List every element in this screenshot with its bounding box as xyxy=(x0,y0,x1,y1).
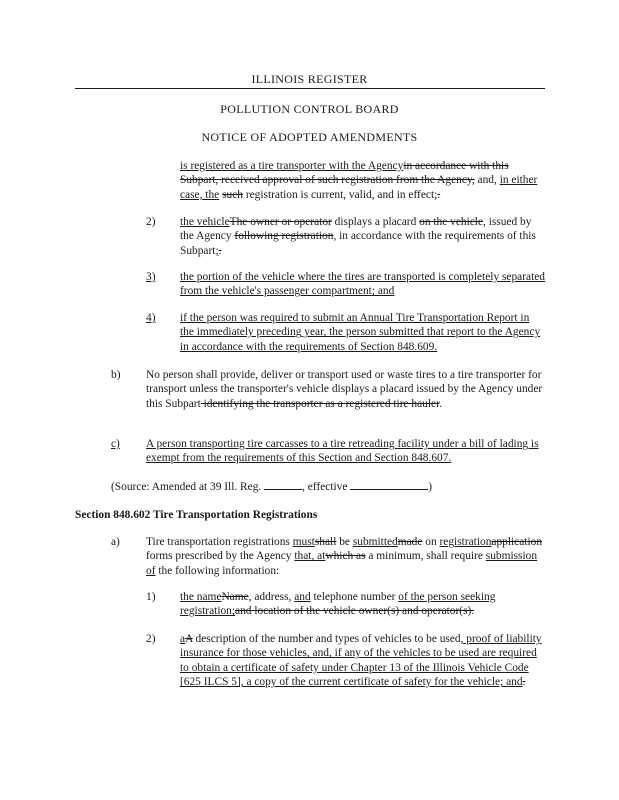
text-run: telephone number xyxy=(310,591,399,603)
text-run: displays a placard xyxy=(331,216,420,228)
deleted-text: following registration xyxy=(234,230,334,243)
text-run: be xyxy=(336,536,353,548)
section-a-paragraph xyxy=(146,535,545,578)
source-text: ) xyxy=(428,481,433,493)
notice-title: NOTICE OF ADOPTED AMENDMENTS xyxy=(201,130,418,144)
text-run: the following information: xyxy=(155,564,280,577)
continuation-paragraph xyxy=(180,159,545,202)
deleted-text: identifying the transporter as a registered tire hauler xyxy=(200,397,440,410)
item-label: a) xyxy=(111,536,120,548)
inserted-text: that, at xyxy=(294,550,326,563)
inserted-text: a xyxy=(180,633,186,645)
item-label: c) xyxy=(111,438,120,450)
text-run: . xyxy=(439,397,443,410)
item-label: b) xyxy=(111,369,121,381)
item-2-paragraph xyxy=(180,215,545,258)
deleted-text: such xyxy=(222,188,243,201)
inserted-text: registration xyxy=(439,536,492,548)
inserted-text: , proof of liability insurance for those vehicles, and, if any of the vehicles to be used are required to obtain a certificate of safety under Chapter 13 of the Illinois Vehicle Code [625 ILCS 5], a copy of the current certificate of safety for the vehicle; and xyxy=(180,633,542,689)
text-run: on xyxy=(422,536,440,548)
deleted-text: on the vehicle xyxy=(419,216,484,228)
inserted-text: must xyxy=(292,536,315,548)
item-label: 4) xyxy=(146,312,156,324)
deleted-text: which as xyxy=(325,550,366,563)
inserted-text: ; xyxy=(215,244,219,257)
source-text: (Source: Amended at 39 Ill. Reg. xyxy=(111,481,265,493)
section-heading: Section 848.602 Tire Transportation Registrations xyxy=(75,509,318,521)
source-note xyxy=(111,480,551,494)
inserted-text: in either case, the xyxy=(180,174,538,201)
date-blank xyxy=(350,488,428,490)
text-run: and, xyxy=(474,174,500,187)
deleted-text: . xyxy=(522,676,526,689)
text-run: a minimum, shall require xyxy=(365,550,486,563)
text-run: No person shall provide, deliver or transport used or waste tires to a tire transporter for transport unless the transporter's vehicle displays a placard issued by the Agency under this Subpart xyxy=(146,369,543,410)
deleted-text: in accordance with this Subpart, received approval of such registration from the Agency, xyxy=(180,160,509,187)
item-label: 3) xyxy=(146,271,156,283)
text-run: description of the number and types of vehicles to be used xyxy=(192,633,461,645)
deleted-text: The owner or operator xyxy=(229,216,332,228)
item-c-paragraph: A person transporting tire carcasses to a tire retreading facility under a bill of lading is exempt from the requirements of this Section and Section 848.607. xyxy=(146,438,539,465)
item-3-paragraph: the portion of the vehicle where the tires are transported is completely separated from the vehicle's passenger compartment; and xyxy=(180,271,545,298)
inserted-text: and xyxy=(294,591,311,603)
inserted-text: submitted xyxy=(352,536,398,548)
item-label: 2) xyxy=(146,216,156,228)
board-title: POLLUTION CONTROL BOARD xyxy=(220,102,399,116)
inserted-text: submission of xyxy=(146,550,538,577)
item-label: 2) xyxy=(146,633,156,645)
text-run: , issued by the Agency xyxy=(180,216,532,243)
text-run: Tire transportation registrations xyxy=(146,536,293,548)
inserted-text: of the person seeking registration; xyxy=(180,591,496,618)
inserted-text: is registered as a tire transporter with the Agency xyxy=(180,160,404,172)
section-a2-paragraph xyxy=(180,632,545,690)
item-4-paragraph: if the person was required to submit an Annual Tire Transportation Report in the immediately preceding year, the person submitted that report to the Agency in accordance with the requirements of Section 848.609. xyxy=(180,312,541,353)
item-b-paragraph xyxy=(146,368,545,411)
reg-blank xyxy=(264,488,302,490)
deleted-text: . xyxy=(218,244,222,257)
deleted-text: application xyxy=(491,536,543,548)
text-run: registration is current, valid, and in effect; xyxy=(242,188,438,201)
deleted-text: shall xyxy=(314,536,337,548)
item-label: 1) xyxy=(146,591,156,603)
header-rule xyxy=(75,88,545,89)
text-run: , in accordance with the requirements of this Subpart xyxy=(180,230,536,257)
inserted-text: the name xyxy=(180,591,222,603)
inserted-text: the vehicle xyxy=(180,216,230,228)
section-a1-paragraph xyxy=(180,590,545,619)
register-title: ILLINOIS REGISTER xyxy=(251,72,368,86)
deleted-text: . xyxy=(437,188,441,201)
deleted-text: A xyxy=(185,633,193,645)
deleted-text: Name xyxy=(221,591,249,603)
deleted-text: and location of the vehicle owner(s) and operator(s). xyxy=(235,605,475,618)
deleted-text: made xyxy=(397,536,423,548)
text-run: , address, xyxy=(248,591,295,603)
text-run: forms prescribed by the Agency xyxy=(146,550,295,563)
source-text: , effective xyxy=(302,481,351,493)
